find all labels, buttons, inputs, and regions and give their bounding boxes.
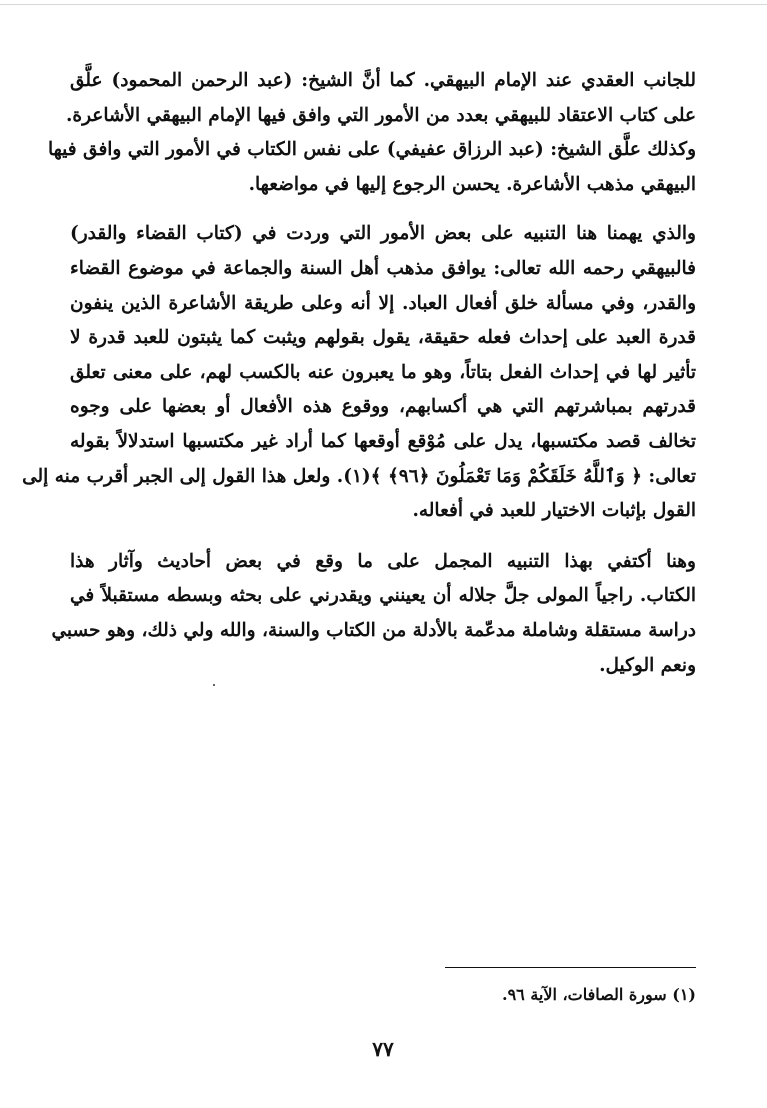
print-speck: [213, 684, 215, 686]
footnote-separator: [445, 967, 696, 968]
text-line: قدرة العبد على إحداث فعله حقيقة، يقول بقولهم ويثبت كما يثبتون للعبد قدرة لا: [70, 327, 696, 349]
text-line: وهنا أكتفي بهذا التنبيه المجمل على ما وقع في بعض أحاديث وآثار هذا: [70, 550, 696, 572]
text-line: على كتاب الاعتقاد للبيهقي بعدد من الأمور التي وافق فيها الإمام البيهقي الأشاعرة.: [65, 104, 696, 126]
text-line: وكذلك علَّق الشيخ: (عبد الرزاق عفيفي) على نفس الكتاب في الأمور التي وافق فيها: [47, 139, 696, 161]
text-line: تخالف قصد مكتسبها، يدل على مُوْقع أوقعها كما أراد غير مكتسبها استدلالاً بقوله: [70, 430, 696, 452]
text-line: القول بإثبات الاختيار للعبد في أفعاله.: [412, 500, 696, 522]
page-body: [22, 64, 696, 683]
page-number: ٧٧: [372, 1037, 394, 1061]
text-line: قدرتهم بمباشرتهم التي هي أكسابهم، ووقوع هذه الأفعال أو بعضها على وجوه: [70, 396, 696, 418]
paragraph-3: [51, 545, 696, 683]
text-line: والذي يهمنا هنا التنبيه على بعض الأمور التي وردت في (كتاب القضاء والقدر): [70, 223, 696, 245]
text-line: البيهقي مذهب الأشاعرة. يحسن الرجوع إليها في مواضعها.: [248, 173, 696, 195]
text-line: دراسة مستقلة وشاملة مدعّمة بالأدلة من الكتاب والسنة، والله ولي ذلك، وهو حسبي: [51, 619, 696, 641]
text-line: تأثير لها في إحداث الفعل بتاتاً، وهو ما يعبرون عنه بالكسب لهم، على معنى تعلق: [70, 361, 696, 383]
paragraph-2: [22, 217, 696, 528]
text-line-with-quran-verse: تعالى: ﴿ وَٱللَّهُ خَلَقَكُمْ وَمَا تَعْمَلُونَ ﴿٩٦﴾ ﴾(١). ولعل هذا القول إلى الجبر أقرب منه إلى: [22, 465, 696, 487]
text-line: والقدر، وفي مسألة خلق أفعال العباد. إلا أنه وعلى طريقة الأشاعرة الذين ينفون: [70, 292, 696, 314]
text-line: للجانب العقدي عند الإمام البيهقي. كما أنَّ الشيخ: (عبد الرحمن المحمود) علَّق: [70, 70, 696, 91]
page-top-edge: [0, 4, 767, 5]
text-line: ونعم الوكيل.: [599, 654, 696, 676]
text-line: فالبيهقي رحمه الله تعالى: يوافق مذهب أهل السنة والجماعة في موضوع القضاء: [70, 257, 696, 279]
text-line: الكتاب. راجياً المولى جلَّ جلاله أن يعينني ويقدرني على بحثه وبسطه مستقبلاً في: [70, 585, 696, 607]
footnote: (١) سورة الصافات، الآية ٩٦.: [502, 985, 696, 1004]
paragraph-1: [47, 64, 696, 202]
